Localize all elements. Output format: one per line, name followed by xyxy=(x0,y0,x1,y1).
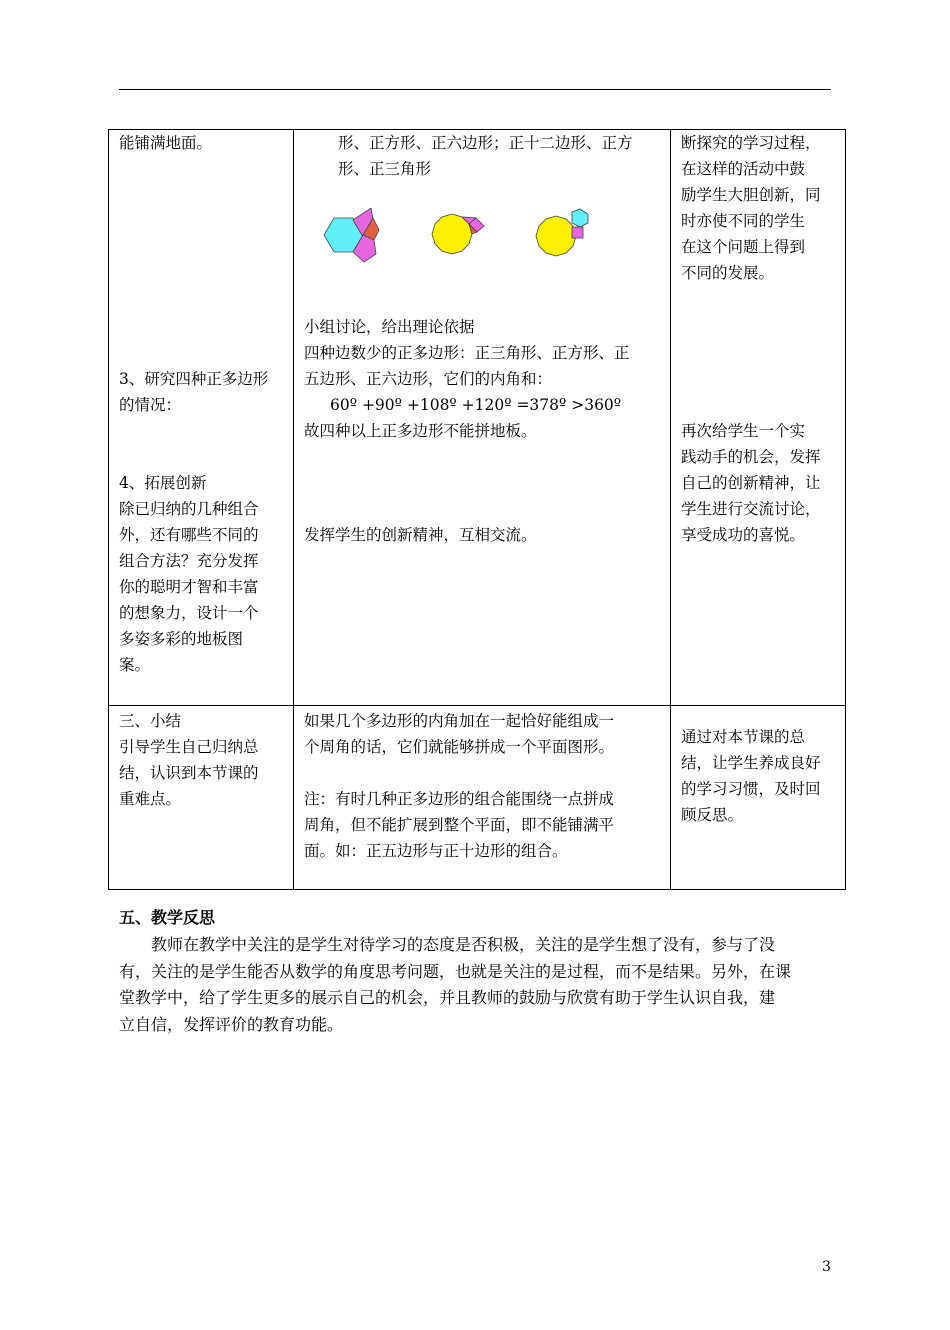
summary-content-line: 如果几个多边形的内角加在一起恰好能组成一 xyxy=(304,712,615,730)
cell-text: 自己的创新精神，让 xyxy=(681,474,821,492)
discussion-line: 小组讨论，给出理论依据 xyxy=(304,318,475,336)
innovation-line: 发挥学生的创新精神，互相交流。 xyxy=(304,526,537,544)
cell-text: 学生进行交流讨论， xyxy=(681,500,821,518)
note-line: 面。如：正五边形与正十边形的组合。 xyxy=(304,842,568,860)
item4-line: 多姿多彩的地板图 xyxy=(119,630,244,648)
dodecagon-shape-2 xyxy=(536,216,576,256)
item4-line: 组合方法？充分发挥 xyxy=(119,552,259,570)
angle-sum-equation: 60º +90º +108º +120º =378º >360º xyxy=(330,396,622,414)
summary-intent-cell xyxy=(671,706,846,890)
design-intent-cell xyxy=(671,130,846,706)
item4-line: 除已归纳的几种组合 xyxy=(119,500,259,518)
activity-cell xyxy=(109,130,294,706)
cell-text: 在这样的活动中鼓 xyxy=(681,160,806,178)
header-rule xyxy=(119,89,831,90)
item4-line: 的想象力，设计一个 xyxy=(119,604,259,622)
cell-text: 形、正方形、正六边形；正十二边形、正方 xyxy=(338,134,633,152)
section-title: 五、教学反思 xyxy=(119,908,216,927)
page-number: 3 xyxy=(822,1259,831,1275)
note-line: 周角，但不能扩展到整个平面，即不能铺满平 xyxy=(304,816,615,834)
polygon-combinations-figure xyxy=(312,208,652,278)
summary-line: 重难点。 xyxy=(119,790,182,808)
cell-text: 励学生大胆创新，同 xyxy=(681,186,821,204)
paragraph-line: 教师在教学中关注的是学生对待学习的态度是否积极，关注的是学生想了没有，参与了没 xyxy=(119,935,776,954)
summary-content-cell xyxy=(294,706,671,890)
student-activity-cell xyxy=(294,130,671,706)
summary-intent-line: 的学习习惯，及时回 xyxy=(681,780,821,798)
discussion-line: 五边形、正六边形，它们的内角和： xyxy=(304,370,553,388)
discussion-line: 四种边数少的正多边形：正三角形、正方形、正 xyxy=(304,344,630,362)
item4-line: 外，还有哪些不同的 xyxy=(119,526,259,544)
item4-line: 你的聪明才智和丰富 xyxy=(119,578,259,596)
summary-cell xyxy=(109,706,294,890)
paragraph-line: 堂教学中，给了学生更多的展示自己的机会，并且教师的鼓励与欣赏有助于学生认识自我，建 xyxy=(119,988,776,1007)
cell-text: 再次给学生一个实 xyxy=(681,422,806,440)
square-shape-3 xyxy=(572,227,583,238)
note-line: 注：有时几种正多边形的组合能围绕一点拼成 xyxy=(304,790,615,808)
summary-intent-line: 通过对本节课的总 xyxy=(681,728,806,746)
summary-intent-line: 顾反思。 xyxy=(681,806,744,824)
item3-line: 3、研究四种正多边形 xyxy=(119,370,269,388)
paragraph-line: 立自信，发挥评价的教育功能。 xyxy=(119,1014,344,1034)
cell-text: 能铺满地面。 xyxy=(119,134,213,152)
lesson-table xyxy=(108,129,846,890)
summary-line: 引导学生自己归纳总 xyxy=(119,738,259,756)
table-row xyxy=(109,706,846,890)
paragraph-line: 有，关注的是学生能否从数学的角度思考问题，也就是关注的是过程，而不是结果。另外，在课 xyxy=(119,961,792,981)
hexagon-square-pentagon-group xyxy=(324,208,379,262)
cell-text: 享受成功的喜悦。 xyxy=(681,526,806,544)
reflection-paragraph xyxy=(119,932,835,1038)
summary-intent-line: 结，让学生养成良好 xyxy=(681,754,821,772)
item4-line: 案。 xyxy=(119,656,151,674)
cell-text: 断探究的学习过程， xyxy=(681,134,821,152)
item3-line: 的情况： xyxy=(119,396,182,414)
conclusion-line: 故四种以上正多边形不能拼地板。 xyxy=(304,422,537,440)
dodecagon-hexagon-square-group xyxy=(536,209,588,256)
cell-text: 不同的发展。 xyxy=(681,264,775,282)
cell-text: 时亦使不同的学生 xyxy=(681,212,806,230)
cell-text: 在这个问题上得到 xyxy=(681,238,806,256)
item4-line: 4、拓展创新 xyxy=(119,474,207,492)
summary-line: 三、小结 xyxy=(119,712,182,730)
summary-line: 结，认识到本节课的 xyxy=(119,764,259,782)
cell-text: 践动手的机会，发挥 xyxy=(681,448,821,466)
dodecagon-triangle-square-group xyxy=(432,214,484,254)
summary-content-line: 个周角的话，它们就能够拼成一个平面图形。 xyxy=(304,738,615,756)
cell-text: 形、正三角形 xyxy=(338,160,432,178)
table-row xyxy=(109,130,846,706)
hexagon-shape-2 xyxy=(572,209,588,227)
